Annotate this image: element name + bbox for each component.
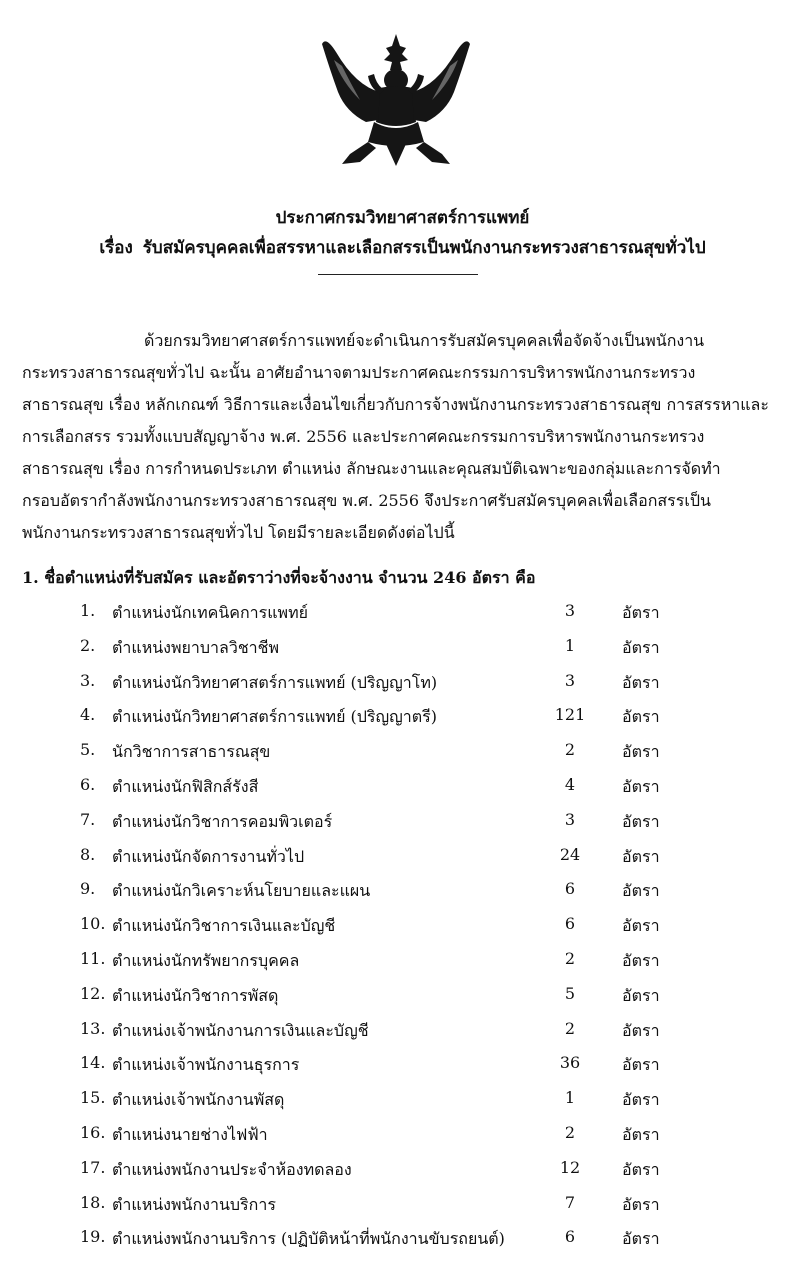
body-line: การเลือกสรร รวมทั้งแบบสัญญาจ้าง พ.ศ. 2556 และประกาศคณะกรรมการบริหารพนักงานกระทรวง [22,427,705,446]
garuda-emblem-icon [320,30,472,170]
subject-label: เรื่อง [99,238,133,258]
position-count: 121 [554,705,586,725]
position-row [0,1116,805,1151]
position-unit: อัตรา [622,950,660,970]
position-unit: อัตรา [622,672,660,692]
position-unit: อัตรา [622,1090,660,1110]
position-unit: อัตรา [622,985,660,1005]
position-title: ตำแหน่งนักฟิสิกส์รังสี [112,776,259,796]
position-title: ตำแหน่งพนักงานบริการ [112,1194,276,1214]
position-unit: อัตรา [622,1055,660,1075]
body-line: สาธารณสุข เรื่อง หลักเกณฑ์ วิธีการและเงื่อนไขเกี่ยวกับการจ้างพนักงานกระทรวงสาธารณสุข การสรรหาและ [22,395,769,414]
position-number: 3. [80,670,96,690]
position-count: 2 [564,740,576,760]
position-number: 4. [80,705,96,725]
position-number: 10. [80,914,106,934]
position-row [0,872,805,907]
position-unit: อัตรา [622,603,660,622]
position-number: 11. [80,948,106,968]
position-number: 9. [80,879,96,899]
position-row [0,1012,805,1047]
announcement-title: ประกาศกรมวิทยาศาสตร์การแพทย์ [275,208,530,228]
position-count: 7 [564,1192,576,1212]
position-count: 5 [564,983,576,1003]
position-count: 12 [559,1157,581,1177]
position-count: 1 [564,1088,576,1108]
title-divider [318,274,478,275]
position-row [0,629,805,664]
position-row [0,1220,805,1255]
position-unit: อัตรา [622,1124,660,1144]
position-title: ตำแหน่งนักเทคนิคการแพทย์ [112,603,309,622]
body-paragraph [22,325,792,549]
subject-text: รับสมัครบุคคลเพื่อสรรหาและเลือกสรรเป็นพนักงานกระทรวงสาธารณสุขทั่วไป [142,238,706,258]
position-title: ตำแหน่งนักวิชาการพัสดุ [112,985,279,1005]
body-line: ด้วยกรมวิทยาศาสตร์การแพทย์จะดำเนินการรับสมัครบุคคลเพื่อจัดจ้างเป็นพนักงาน [144,331,705,350]
position-count: 3 [564,670,576,690]
position-count: 6 [564,914,576,934]
position-number: 5. [80,740,96,760]
position-row [0,594,805,629]
position-unit: อัตรา [622,637,660,657]
position-count: 4 [564,774,576,794]
position-number: 14. [80,1053,106,1073]
position-unit: อัตรา [622,776,660,796]
position-count: 36 [559,1053,581,1073]
position-count: 3 [564,601,576,620]
position-title: ตำแหน่งนักวิเคราะห์นโยบายและแผน [112,881,371,901]
position-count: 1 [564,635,576,655]
position-unit: อัตรา [622,742,660,762]
position-title: ตำแหน่งนายช่างไฟฟ้า [112,1124,268,1144]
position-unit: อัตรา [622,811,660,831]
position-count: 2 [564,1122,576,1142]
position-number: 1. [80,601,96,620]
position-row [0,803,805,838]
position-number: 17. [80,1157,106,1177]
position-row [0,664,805,699]
position-title: ตำแหน่งนักวิชาการคอมพิวเตอร์ [112,811,333,831]
position-row [0,733,805,768]
position-row [0,1081,805,1116]
body-line: พนักงานกระทรวงสาธารณสุขทั่วไป โดยมีรายละเอียดดังต่อไปนี้ [22,523,455,542]
position-number: 12. [80,983,106,1003]
position-unit: อัตรา [622,1020,660,1040]
position-title: ตำแหน่งพยาบาลวิชาชีพ [112,637,280,657]
position-unit: อัตรา [622,707,660,727]
position-title: ตำแหน่งพนักงานบริการ (ปฏิบัติหน้าที่พนักงานขับรถยนต์) [112,1229,505,1249]
position-title: ตำแหน่งนักวิทยาศาสตร์การแพทย์ (ปริญญาตรี) [112,707,437,727]
position-row [0,942,805,977]
position-row [0,838,805,873]
position-unit: อัตรา [622,1194,660,1214]
position-number: 8. [80,844,96,864]
position-number: 6. [80,774,96,794]
body-line: กรอบอัตรากำลังพนักงานกระทรวงสาธารณสุข พ.ศ. 2556 จึงประกาศรับสมัครบุคคลเพื่อเลือกสรรเป็น [22,491,711,510]
position-number: 13. [80,1018,106,1038]
position-title: ตำแหน่งเจ้าพนักงานธุรการ [112,1055,300,1075]
position-row [0,1186,805,1221]
position-count: 6 [564,879,576,899]
body-line: กระทรวงสาธารณสุขทั่วไป ฉะนั้น อาศัยอำนาจตามประกาศคณะกรรมการบริหารพนักงานกระทรวง [22,363,696,382]
body-line: สาธารณสุข เรื่อง การกำหนดประเภท ตำแหน่ง ลักษณะงานและคุณสมบัติเฉพาะของกลุ่มและการจัดทำ [22,459,721,478]
position-unit: อัตรา [622,1229,660,1249]
position-number: 16. [80,1122,106,1142]
position-count: 2 [564,1018,576,1038]
position-title: ตำแหน่งเจ้าพนักงานพัสดุ [112,1090,285,1110]
position-unit: อัตรา [622,1159,660,1179]
position-title: ตำแหน่งนักวิทยาศาสตร์การแพทย์ (ปริญญาโท) [112,672,438,692]
position-count: 6 [564,1227,576,1247]
position-row [0,768,805,803]
announcement-subject [0,234,805,261]
position-number: 15. [80,1088,106,1108]
position-unit: อัตรา [622,916,660,936]
position-list [0,594,805,1255]
position-row [0,907,805,942]
position-count: 3 [564,809,576,829]
position-title: ตำแหน่งนักจัดการงานทั่วไป [112,846,305,866]
position-count: 24 [559,844,581,864]
position-row [0,1151,805,1186]
position-number: 7. [80,809,96,829]
position-title: ตำแหน่งนักวิชาการเงินและบัญชี [112,916,336,936]
position-title: ตำแหน่งนักทรัพยากรบุคคล [112,950,300,970]
position-row [0,1046,805,1081]
position-title: ตำแหน่งพนักงานประจำห้องทดลอง [112,1159,352,1179]
position-row [0,698,805,733]
section-1-title: 1. ชื่อตำแหน่งที่รับสมัคร และอัตราว่างที่จะจ้างงาน จำนวน 246 อัตรา คือ [22,568,536,587]
position-title: นักวิชาการสาธารณสุข [112,742,271,762]
position-number: 2. [80,635,96,655]
position-unit: อัตรา [622,881,660,901]
position-unit: อัตรา [622,846,660,866]
position-row [0,977,805,1012]
position-count: 2 [564,948,576,968]
position-number: 18. [80,1192,106,1212]
position-title: ตำแหน่งเจ้าพนักงานการเงินและบัญชี [112,1020,369,1040]
position-number: 19. [80,1227,106,1247]
